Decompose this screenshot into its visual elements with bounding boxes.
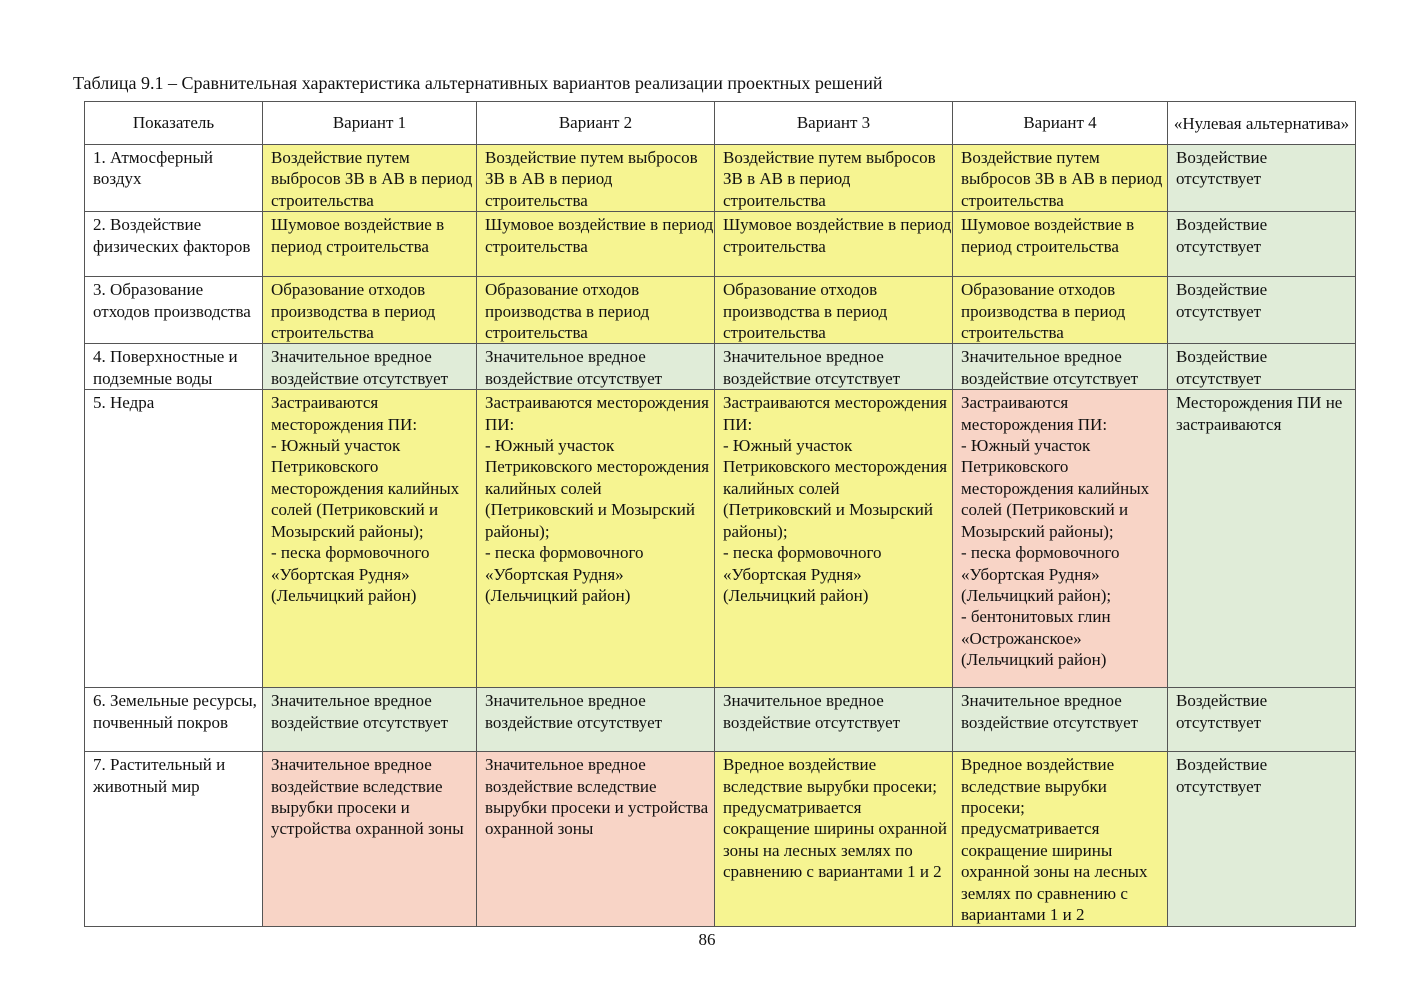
assessment-text: Воздействие отсутствует [1176,280,1268,321]
table-row [85,145,1356,212]
assessment-cell [263,688,477,752]
assessment-cell [1168,212,1356,277]
indicator-label: 1. Атмосферный воздух [93,148,213,189]
indicator-cell [85,688,263,752]
assessment-text: Значительное вредное воздействие отсутствует [271,347,449,388]
assessment-cell [715,688,953,752]
assessment-text: Значительное вредное воздействие вследствие вырубки просеки и устройства охранной зоны [485,755,709,839]
indicator-cell [85,390,263,688]
assessment-cell [715,344,953,390]
table-row [85,212,1356,277]
assessment-text: Шумовое воздействие в период строительства [961,215,1135,256]
assessment-text: Образование отходов производства в период строительства [485,280,650,343]
table-row [85,277,1356,344]
assessment-cell [715,145,953,212]
table-caption: Таблица 9.1 – Сравнительная характеристика альтернативных вариантов реализации проектных решений [73,73,883,93]
assessment-text: Образование отходов производства в период строительства [723,280,888,343]
indicator-label: 6. Земельные ресурсы, почвенный покров [93,691,257,732]
table-header-row [85,102,1356,145]
assessment-cell [263,145,477,212]
indicator-cell [85,277,263,344]
assessment-text: Застраиваются месторождения ПИ: [271,393,418,434]
indicator-cell [85,752,263,926]
assessment-text: Значительное вредное воздействие отсутствует [485,691,663,732]
assessment-text: - песка формовочного «Убортская Рудня» (Лельчицкий район); [961,543,1120,605]
assessment-text: - Южный участок Петриковского месторождения калийных солей (Петриковский и Мозырский районы); [961,436,1150,541]
assessment-cell [1168,277,1356,344]
assessment-cell [1168,688,1356,752]
assessment-cell [715,752,953,926]
assessment-text: Застраиваются месторождения ПИ: [723,393,947,434]
assessment-cell [715,277,953,344]
assessment-cell [953,277,1168,344]
assessment-cell [715,212,953,277]
assessment-text: Вредное воздействие вследствие вырубки просеки; предусматривается сокращение ширины охранной зоны на лесных землях по сравнению с вариантами 1 и 2 [723,755,947,882]
assessment-cell [953,390,1168,688]
assessment-cell [1168,145,1356,212]
table-row [85,344,1356,390]
assessment-cell [477,752,715,926]
header-variant-2: Вариант 2 [477,102,715,145]
assessment-cell [1168,344,1356,390]
indicator-label: 3. Образование отходов производства [93,280,251,321]
assessment-text: Значительное вредное воздействие отсутствует [723,347,901,388]
assessment-text: Значительное вредное воздействие отсутствует [723,691,901,732]
assessment-cell [477,145,715,212]
assessment-text: Воздействие путем выбросов ЗВ в АВ в период строительства [271,148,473,210]
assessment-text: Значительное вредное воздействие отсутствует [485,347,663,388]
assessment-text: Месторождения ПИ не застраиваются [1176,393,1343,434]
header-variant-1: Вариант 1 [263,102,477,145]
indicator-label: 7. Растительный и животный мир [93,755,226,796]
assessment-cell [953,344,1168,390]
assessment-text: - песка формовочного «Убортская Рудня» (Лельчицкий район) [485,543,644,605]
assessment-text: - песка формовочного «Убортская Рудня» (Лельчицкий район) [271,543,430,605]
assessment-text: Значительное вредное воздействие вследствие вырубки просеки и устройства охранной зоны [271,755,464,839]
assessment-text: - песка формовочного «Убортская Рудня» (Лельчицкий район) [723,543,882,605]
assessment-cell [477,688,715,752]
assessment-text: Воздействие отсутствует [1176,755,1268,796]
indicator-cell [85,145,263,212]
assessment-text: Застраиваются месторождения ПИ: [485,393,709,434]
header-variant-4: Вариант 4 [953,102,1168,145]
assessment-text: Вредное воздействие вследствие вырубки просеки; предусматривается сокращение ширины охранной зоны на лесных землях по сравнению с вариантами 1 и 2 [961,755,1148,925]
assessment-text: Значительное вредное воздействие отсутствует [961,347,1139,388]
header-indicator: Показатель [85,102,263,145]
assessment-text: Воздействие отсутствует [1176,215,1268,256]
indicator-label: 2. Воздействие физических факторов [93,215,251,256]
assessment-cell [715,390,953,688]
assessment-cell [477,212,715,277]
indicator-cell [85,212,263,277]
assessment-cell [1168,752,1356,926]
assessment-cell [1168,390,1356,688]
assessment-cell [477,390,715,688]
assessment-text: Воздействие путем выбросов ЗВ в АВ в период строительства [485,148,698,210]
indicator-label: 5. Недра [93,393,155,413]
assessment-text: - Южный участок Петриковского месторождения калийных солей (Петриковский и Мозырский районы); [271,436,460,541]
assessment-cell [953,752,1168,926]
page-number: 86 [698,930,716,949]
assessment-text: Шумовое воздействие в период строительства [723,215,952,256]
assessment-cell [953,688,1168,752]
assessment-cell [477,277,715,344]
assessment-text: Воздействие отсутствует [1176,691,1268,732]
assessment-cell [953,145,1168,212]
assessment-cell [263,344,477,390]
assessment-cell [263,752,477,926]
assessment-text: Значительное вредное воздействие отсутствует [271,691,449,732]
assessment-text: - Южный участок Петриковского месторождения калийных солей (Петриковский и Мозырский районы); [485,436,710,541]
assessment-text: Образование отходов производства в период строительства [271,280,436,343]
assessment-text: - Южный участок Петриковского месторождения калийных солей (Петриковский и Мозырский районы); [723,436,948,541]
assessment-cell [263,277,477,344]
table-row [85,390,1356,688]
indicator-cell [85,344,263,390]
indicator-label: 4. Поверхностные и подземные воды [93,347,238,388]
assessment-text: Воздействие отсутствует [1176,148,1268,189]
assessment-text: Шумовое воздействие в период строительства [271,215,445,256]
assessment-cell [953,212,1168,277]
table-row [85,688,1356,752]
comparison-table [84,101,1356,927]
header-variant-3: Вариант 3 [715,102,953,145]
assessment-text: Значительное вредное воздействие отсутствует [961,691,1139,732]
assessment-text: - бентонитовых глин «Острожанское» (Лельчицкий район) [961,607,1111,670]
assessment-text: Шумовое воздействие в период строительства [485,215,714,256]
assessment-text: Воздействие отсутствует [1176,347,1268,388]
assessment-text: Образование отходов производства в период строительства [961,280,1126,343]
assessment-cell [477,344,715,390]
assessment-cell [263,390,477,688]
assessment-text: Воздействие путем выбросов ЗВ в АВ в период строительства [723,148,936,210]
header-zero-alternative: «Нулевая альтернатива» [1168,102,1356,145]
table-row [85,752,1356,926]
assessment-text: Воздействие путем выбросов ЗВ в АВ в период строительства [961,148,1163,210]
assessment-text: Застраиваются месторождения ПИ: [961,393,1108,434]
assessment-cell [263,212,477,277]
